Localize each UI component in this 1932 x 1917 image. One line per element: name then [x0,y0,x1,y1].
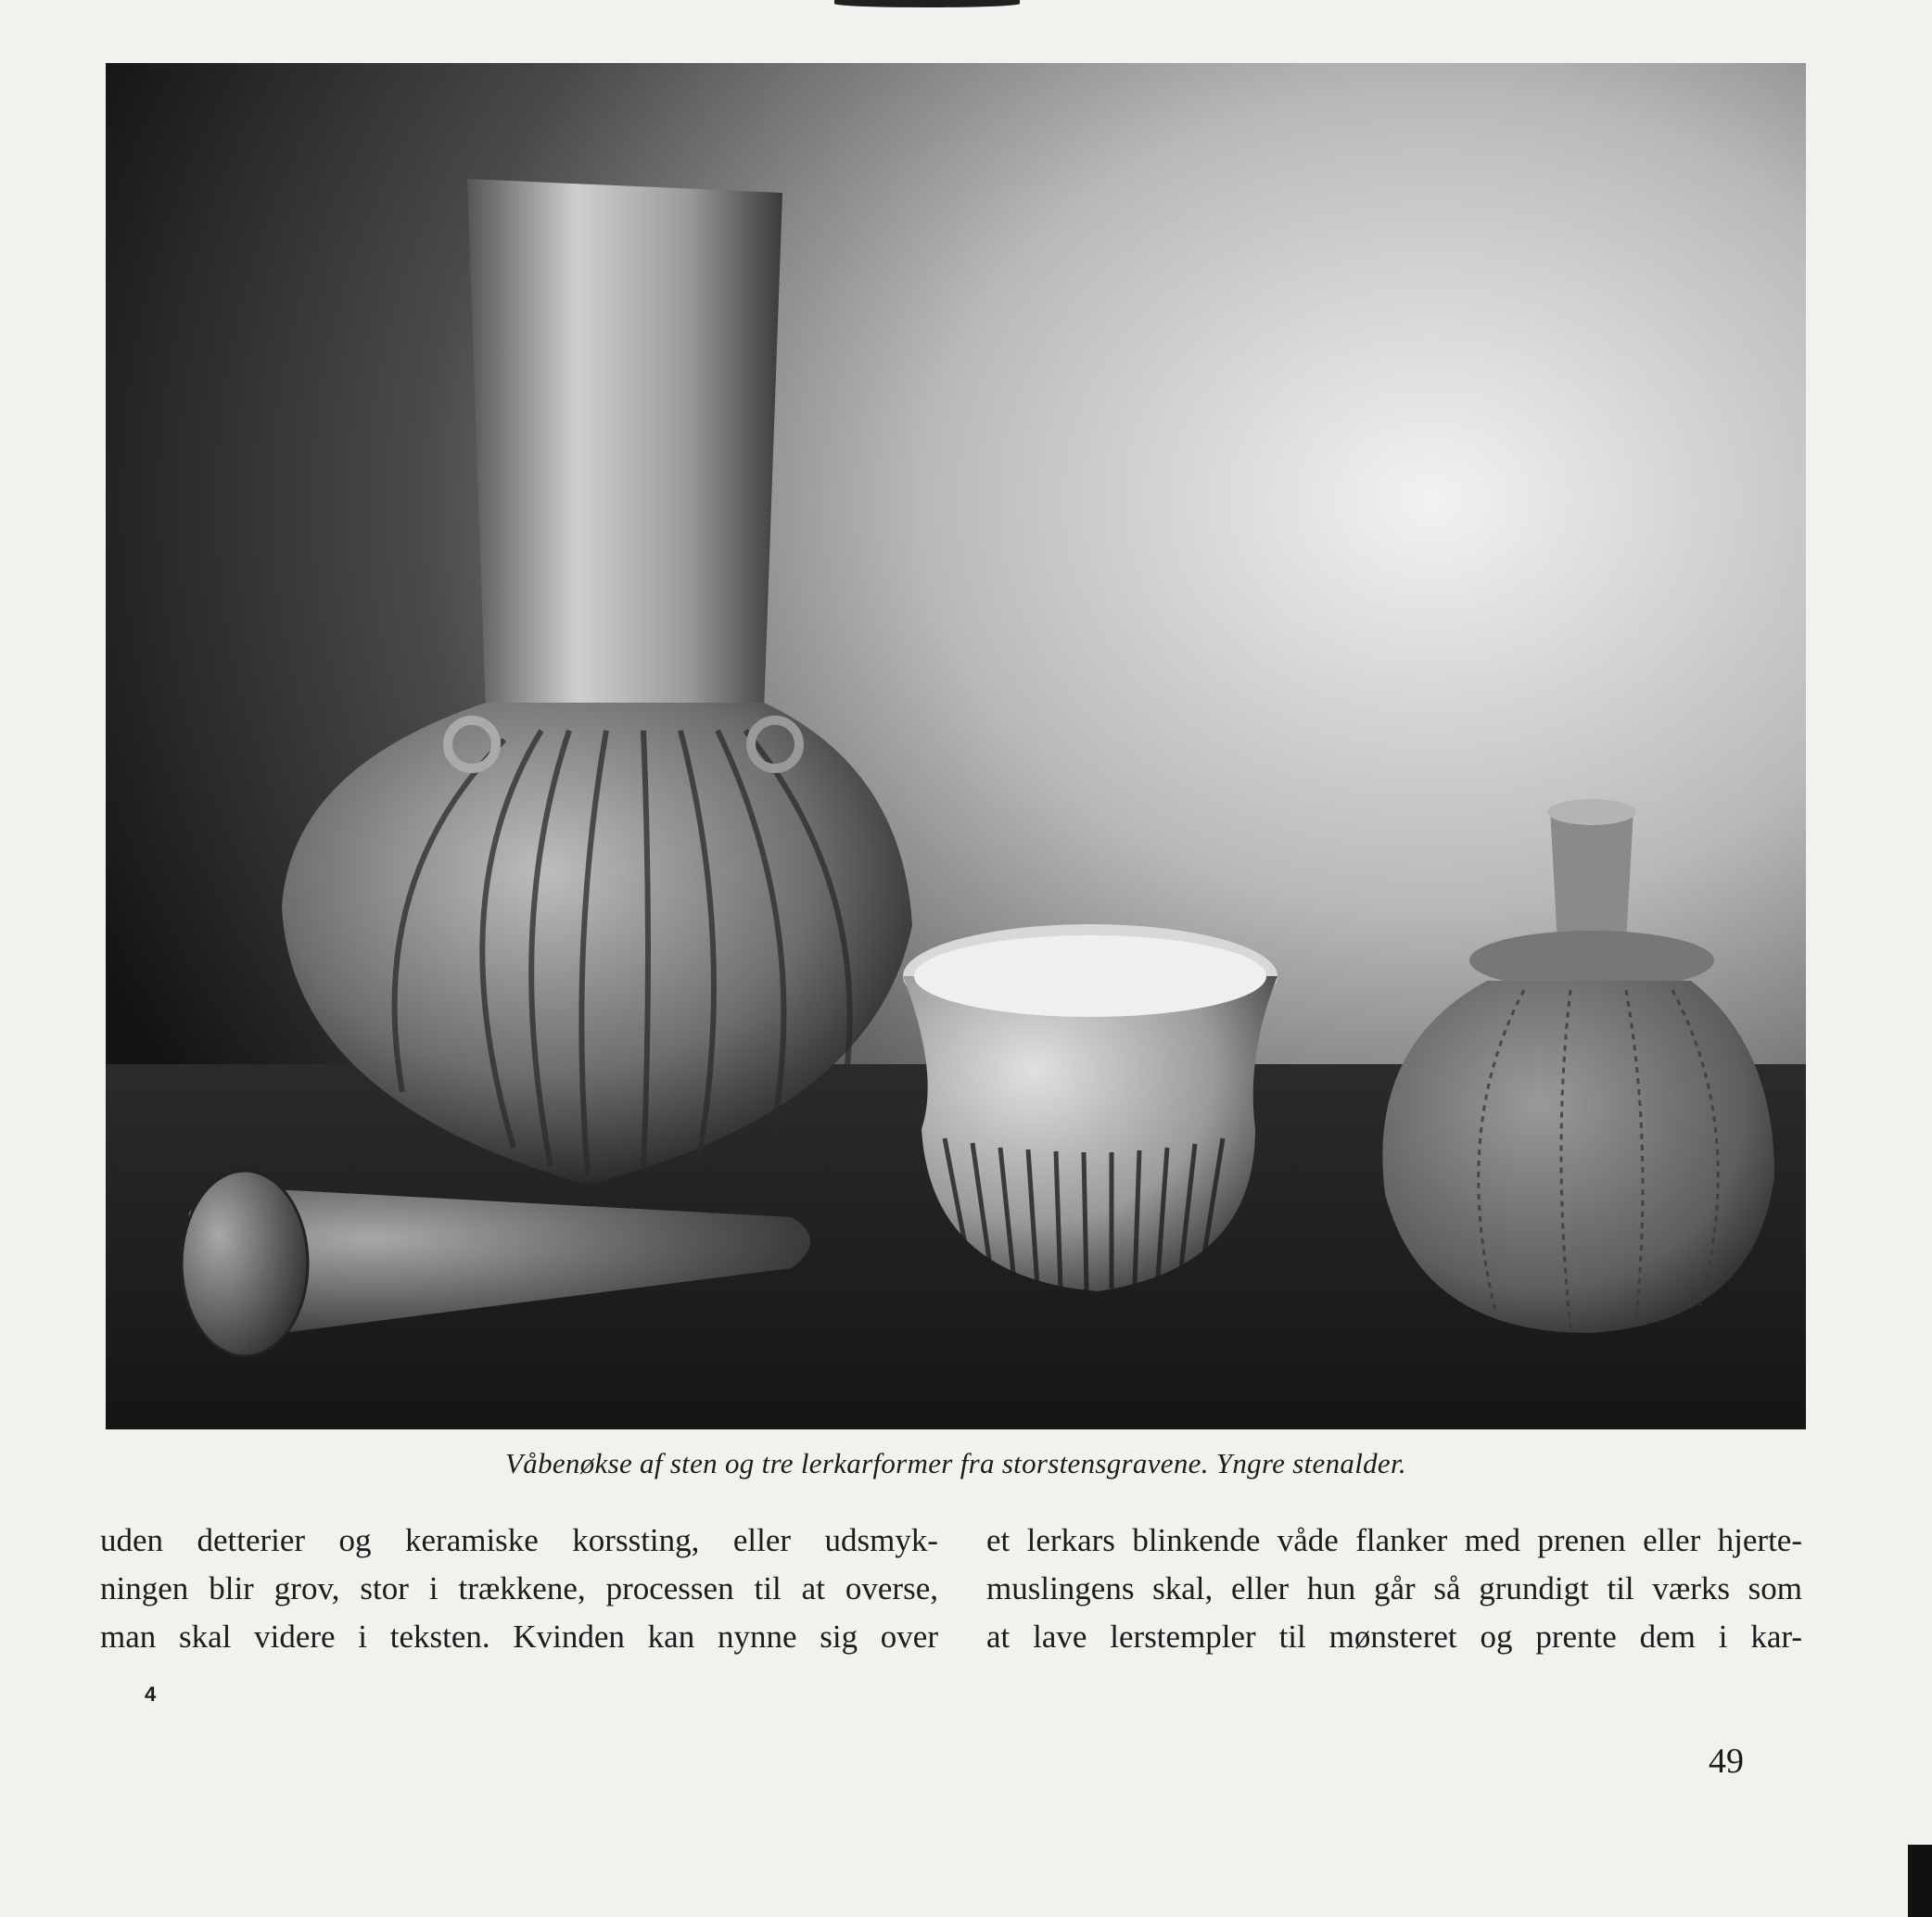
text-line: et lerkars blinkende våde flanker med prenen eller hjerte- [986,1522,1802,1558]
body-text-right-column [986,1517,1802,1661]
text-line: at lave lerstempler til mønsteret og prente dem i kar- [986,1619,1802,1655]
body-text-left-column [100,1517,938,1661]
pottery-photo-illustration [106,63,1806,1429]
text-line: uden detterier og keramiske korssting, eller udsmyk- [100,1522,938,1558]
signature-mark: 4 [145,1682,157,1706]
photo-caption: Våbenøkse af sten og tre lerkarformer fra storstensgravene. Yngre stenalder. [505,1447,1406,1479]
text-line: man skal videre i teksten. Kvinden kan nynne sig over [100,1619,938,1655]
text-line: muslingens skal, eller hun går så grundigt til værks som [986,1570,1802,1606]
page-edge-mark [1908,1845,1932,1917]
page-top-shadow [834,0,1020,7]
page-number: 49 [1709,1742,1744,1781]
text-line: ningen blir grov, stor i trækkene, processen til at overse, [100,1570,938,1606]
pottery-photograph [106,63,1806,1429]
